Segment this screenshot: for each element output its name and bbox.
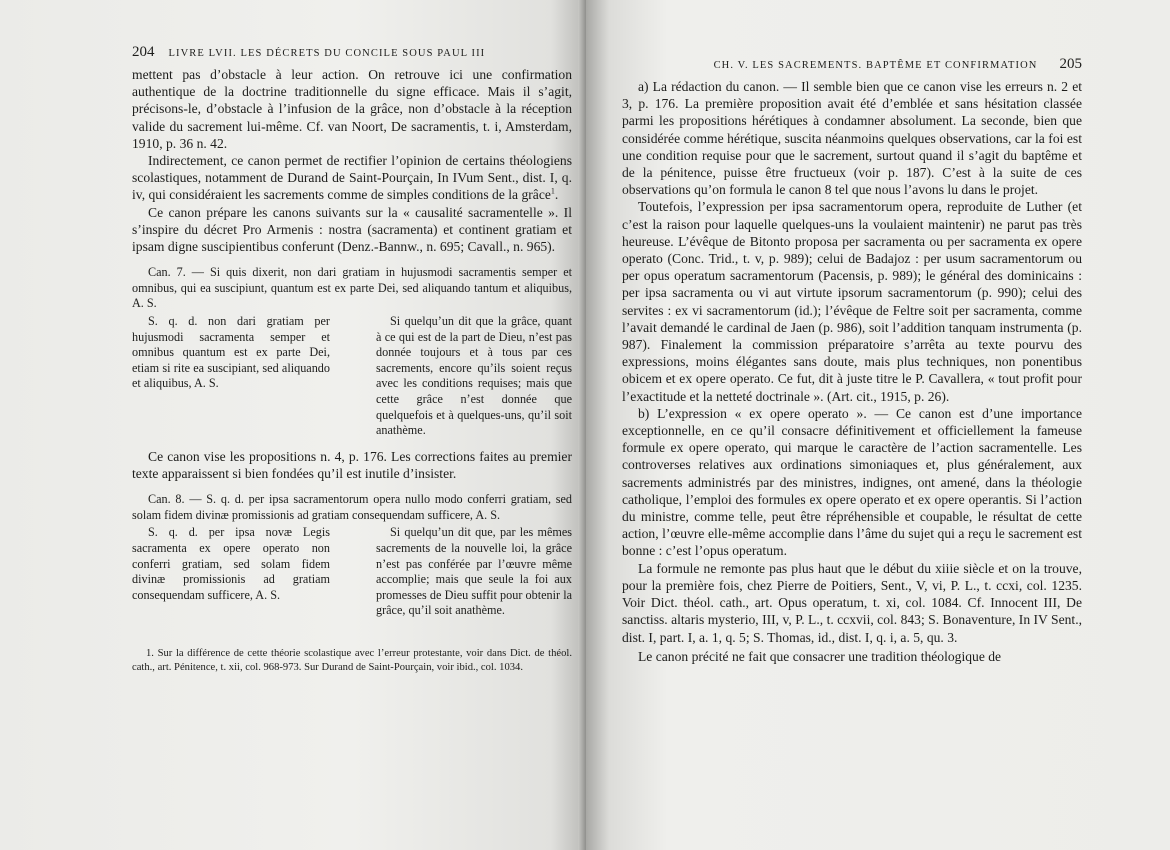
canon-8-text: Can. 8. — S. q. d. per ipsa sacramentorum opera nullo modo conferri gratiam, sed solam fidem divinæ promissionis ad gratiam consequendam sufficere, A. S. <box>132 492 572 522</box>
left-running-title: LIVRE LVII. LES DÉCRETS DU CONCILE SOUS PAUL III <box>168 48 486 59</box>
left-running-head <box>132 44 572 66</box>
canon-7-commentary <box>132 448 572 482</box>
paragraph-redaction: a) La rédaction du canon. — Il semble bien que ce canon vise les erreurs n. 2 et 3, p. 176. La première proposition avait été d’emblée et sans hésitation classée parmi les propositions hérétiques à condamner absolument. La seconde, bien que considérée comme hérétique, suscita néanmoins quelques observations, car la foi est une condition requise pour que le sacrement, surtout quand il s’agit du baptême et de la pénitence, puisse être fructueux (voir p. 187). C’est à la suite de ces observations qu’on formula le canon 8 tel que nous l’avons lu dans le projet. <box>622 79 1082 198</box>
paragraph-canon-precite: Le canon précité ne fait que consacrer une tradition théologique de <box>638 648 1002 664</box>
paragraph-formule: La formule ne remonte pas plus haut que le début du xiiie siècle et on la trouve, pour la première fois, chez Pierre de Poitiers, Sent., V, vi, P. L., t. ccxi, col. 1235. Voir Dict. théol. cath., art. Opus operatum, t. xi, col. 1084. Cf. Innocent III, De sanctiss. altaris mysterio, III, v, P. L., t. ccxvii, col. 843; S. Bonaventure, In IV Sent., dist. I, part. I, a. 1, q. 5; S. Thomas, id., dist. I, q. i, a. 5, qu. 3. <box>622 560 1082 645</box>
right-running-title: CH. V. LES SACREMENTS. BAPTÊME ET CONFIRMATION <box>713 60 1038 71</box>
canon-8-latin: S. q. d. per ipsa novæ Legis sacramenta ex opere operato non conferri gratiam, sed solam fidem divinæ promissionis ad gratiam consequendam sufficere, A. S. <box>132 525 330 602</box>
canon-7-latin: S. q. d. non dari gratiam per hujusmodi sacramenta semper et omnibus quantum est ex parte Dei, etiam si rite ea suscipiant, sed aliquando et aliquibus, A. S. <box>132 314 330 391</box>
left-page-body <box>132 66 572 255</box>
left-page-number: 204 <box>132 44 155 60</box>
paragraph-durand-end: . <box>554 187 559 203</box>
right-running-head <box>622 56 1082 78</box>
canon-8-block <box>132 492 572 619</box>
right-page-number: 205 <box>1059 56 1082 72</box>
canon-7-french: Si quelqu’un dit que la grâce, quant à ce qui est de la part de Dieu, n’est pas donnée toujours et à tous par ces sacrements, encore qu’ils soient reçus avec les conditions requises; mais que cette grâce n’est donnée que quelquefois et à quelques-uns, qu’il soit anathème. <box>376 314 572 438</box>
right-page <box>586 0 1170 850</box>
canon-7-block <box>132 265 572 439</box>
canon-8-french: Si quelqu’un dit que, par les mêmes sacrements de la nouvelle loi, la grâce n’est pas conférée par l’œuvre même accomplie; mais que seule la foi aux promesses de Dieu suffit pour obtenir la grâce, qu’il soit anathème. <box>376 525 572 618</box>
canon-7-columns <box>132 314 572 439</box>
paragraph-toutefois: Toutefois, l’expression per ipsa sacramentorum opera, reproduite de Luther (et c’est la raison pour laquelle quelques-uns la voulaient maintenir) ne parut pas très heureuse. L’évêque de Bitonto proposa per sacramenta ou per sacramenta ex opere operato (Conc. Trid., t. v, p. 989); celui de Badajoz : per usum sacramentorum ou per opus operatum sacramentorum (Pacensis, p. 989); le général des dominicains : per ipsa sacramenta ou vi aut virtute ipsorum sacramentorum (p. 990); celui des servites : ex vi sacramentorum (id.); l’évêque de Feltre soit per sacramenta, comme l’avait demandé le cardinal de Jaen (p. 986), soit l’addition tanquam instrumenta (p. 987). Finalement la commission préparatoire s’arrêta au texte pourvu des expressions, moins élégantes sans doute, mais plus techniques, non ponentibus obicem et ex opere operato. Ce fut, dit à juste titre le P. Cavallera, « tout profit pour l’exactitude et la netteté doctrinale ». (Art. cit., 1915, p. 26). <box>622 199 1082 404</box>
footnote: 1. Sur la différence de cette théorie scolastique avec l’erreur protestante, voir dans Dict. de théol. cath., art. Pénitence, t. xii, col. 968-973. Sur Durand de Saint-Pourçain, voir ibid., col. 1034. <box>132 647 572 674</box>
canon-8-columns <box>132 525 572 619</box>
paragraph-pro-armenis: Ce canon prépare les canons suivants sur la « causalité sacramentelle ». Il s’inspire du décret Pro Armenis : nostra (sacramenta) et continent gratiam et ipsam digne suscipientibus conferunt (Denz.-Bannw., n. 695; Cavall., n. 965). <box>132 204 572 255</box>
canon-7-text: Can. 7. — Si quis dixerit, non dari gratiam in hujusmodi sacramentis semper et omnibus, qui ea suscipiunt, quantum est ex parte Dei, sed aliquando tantum et aliquibus, A. S. <box>132 265 572 311</box>
right-page-body <box>622 78 1082 665</box>
paragraph-signe-efficace: mettent pas d’obstacle à leur action. On retrouve ici une confirmation authentique de la doctrine traditionnelle du signe efficace. Mais il s’agit, précisons-le, d’obstacle à l’infusion de la grâce, non d’obstacle à la réception valide du sacrement lui-même. Cf. van Noort, De sacramentis, t. i, Amsterdam, 1910, p. 36 n. 42. <box>132 67 572 151</box>
footnote-marker: 1 <box>550 186 555 196</box>
paragraph-propositions: Ce canon vise les propositions n. 4, p. 176. Les corrections faites au premier texte apparaissent si bien fondées qu’il est inutile d’insister. <box>132 448 572 481</box>
paragraph-ex-opere-operato: b) L’expression « ex opere operato ». — Ce canon est d’une importance exceptionnelle, en ce qu’il consacre définitivement et officiellement la fameuse formule ex opere operato, qui marque le caractère de l’action sacramentelle. Les controverses relatives aux ordinations simoniaques et, plus généralement, aux sacrements administrés par des ministres, indignes, ont amené, dans la théologie catholique, l’emploi des formules ex opere operato et ex opere operantis. Si l’action du ministre, comme telle, peut être répréhensible et coupable, le résultat de cette action, l’œuvre elle-même accomplie dans l’âme du sujet qui a reçu le sacrement est bonne : c’est l’opus operatum. <box>622 405 1082 559</box>
paragraph-durand <box>132 152 572 204</box>
paragraph-durand-text: Indirectement, ce canon permet de rectifier l’opinion de certains théologiens scolastiques, notamment de Durand de Saint-Pourçain, In IVum Sent., dist. I, q. iv, qui considéraient les sacrements comme de simples conditions de la grâce <box>132 153 572 203</box>
